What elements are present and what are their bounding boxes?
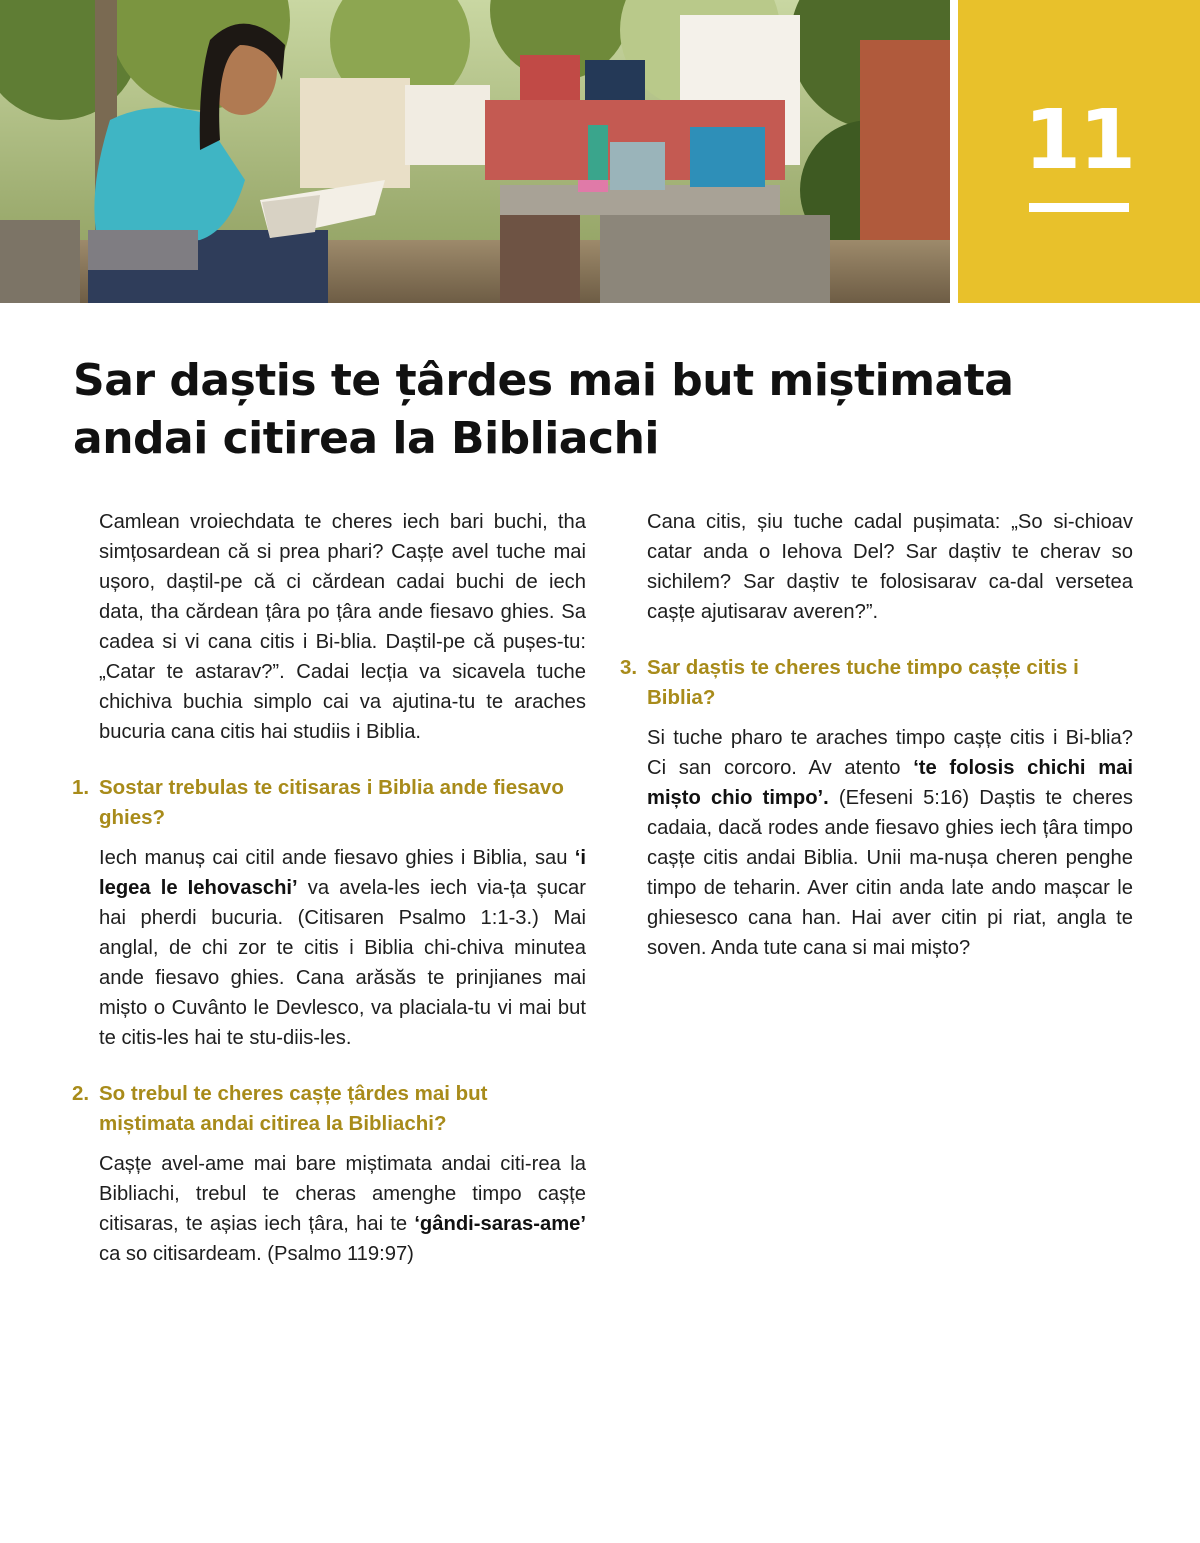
answer-2-continued: Cana citis, șiu tuche cadal pușimata: „So si-chioav catar anda o Iehova Del? Sar daștiv te cherav so sichilem? Sar daștiv te folosisarav ca-dal versetea cașțe ajutisarav averen?”. [647, 511, 1133, 623]
answer-1-paragraph [99, 843, 586, 1053]
lesson-badge [958, 0, 1200, 303]
page-title: Sar daștis te țârdes mai but miștimata andai citirea la Bibliachi [73, 355, 1014, 464]
answer-3-paragraph [647, 723, 1133, 963]
answer-3-bold: ‘te folosis chichi mai mișto chio timpo’. [647, 757, 1133, 809]
answer-1-bold: ‘i legea le Iehovaschi’ [99, 847, 586, 899]
question-3 [620, 653, 1133, 713]
answer-1-text-b: va avela-les iech via-ța șucar hai pherdi bucuria. (Citisaren Psalmo 1:1-3.) Mai anglal, de chi zor te citis i Biblia chi-chiva minutea ande fiesavo ghies. Cana arăsăs te prinjianes mai mișto o Cuvânto le Devlesco, va placiala-tu vi mai but te citis-les hai te stu-diis-les. [99, 877, 586, 1049]
badge-underline [1029, 203, 1129, 212]
question-2-text: So trebul te cheres cașțe țârdes mai but miștimata andai citirea la Bibliachi? [99, 1082, 488, 1135]
question-1 [72, 773, 586, 833]
answer-3-text-a: Si tuche pharo te araches timpo cașțe citis i Bi-blia? Ci san corcoro. Av atento [647, 727, 1133, 779]
question-3-number: 3. [620, 656, 638, 679]
right-column [620, 507, 1133, 963]
question-2 [72, 1079, 586, 1139]
answer-2-text-a: Cașțe avel-ame mai bare miștimata andai citi-rea la Bibliachi, trebul te cheras amenghe timpo cașțe citisaras, te așias iech țâra, hai te [99, 1153, 586, 1235]
question-1-number: 1. [72, 776, 90, 799]
question-1-text: Sostar trebulas te citisaras i Biblia ande fiesavo ghies? [99, 776, 564, 829]
answer-1-text-a: Iech manuș cai citil ande fiesavo ghies i Biblia, sau [99, 847, 575, 869]
answer-2-text-b: ca so citisardeam. (Psalmo 119:97) [99, 1243, 414, 1265]
question-2-number: 2. [72, 1082, 90, 1105]
question-3-text: Sar daștis te cheres tuche timpo cașțe citis i Biblia? [647, 656, 1079, 709]
lesson-number: 11 [1023, 93, 1135, 188]
header-photo [0, 0, 950, 303]
intro-paragraph: Camlean vroiechdata te cheres iech bari buchi, tha simțosardean că si prea phari? Cașțe avel tuche mai ușoro, daștil-pe că ci cărdean cadai buchi de iech data, tha cărdean țâra po țâra ande fiesavo ghies. Sa cadea si vi cana citis i Bi-blia. Daștil-pe că pușes-tu: „Catar te astarav?”. Cadai lecția va sicavela tuche chichiva buchia simplo cai va ajutina-tu te araches bucuria cana citis hai studiis i Biblia. [99, 511, 586, 743]
answer-2-bold: ‘gândi-saras-ame’ [414, 1213, 586, 1235]
answer-2-paragraph [99, 1149, 586, 1269]
left-column [72, 507, 586, 1269]
answer-3-text-b: (Efeseni 5:16) Daștis te cheres cadaia, dacă rodes ande fiesavo ghies iech țâra timpo cașțe citis andai Biblia. Unii ma-nușa cheren penghe timpo de teharin. Aver citin anda late ando mașcar le ghiesesco cana han. Hai aver citin pi riat, angla te soven. Anda tute cana si mai mișto? [647, 787, 1133, 959]
